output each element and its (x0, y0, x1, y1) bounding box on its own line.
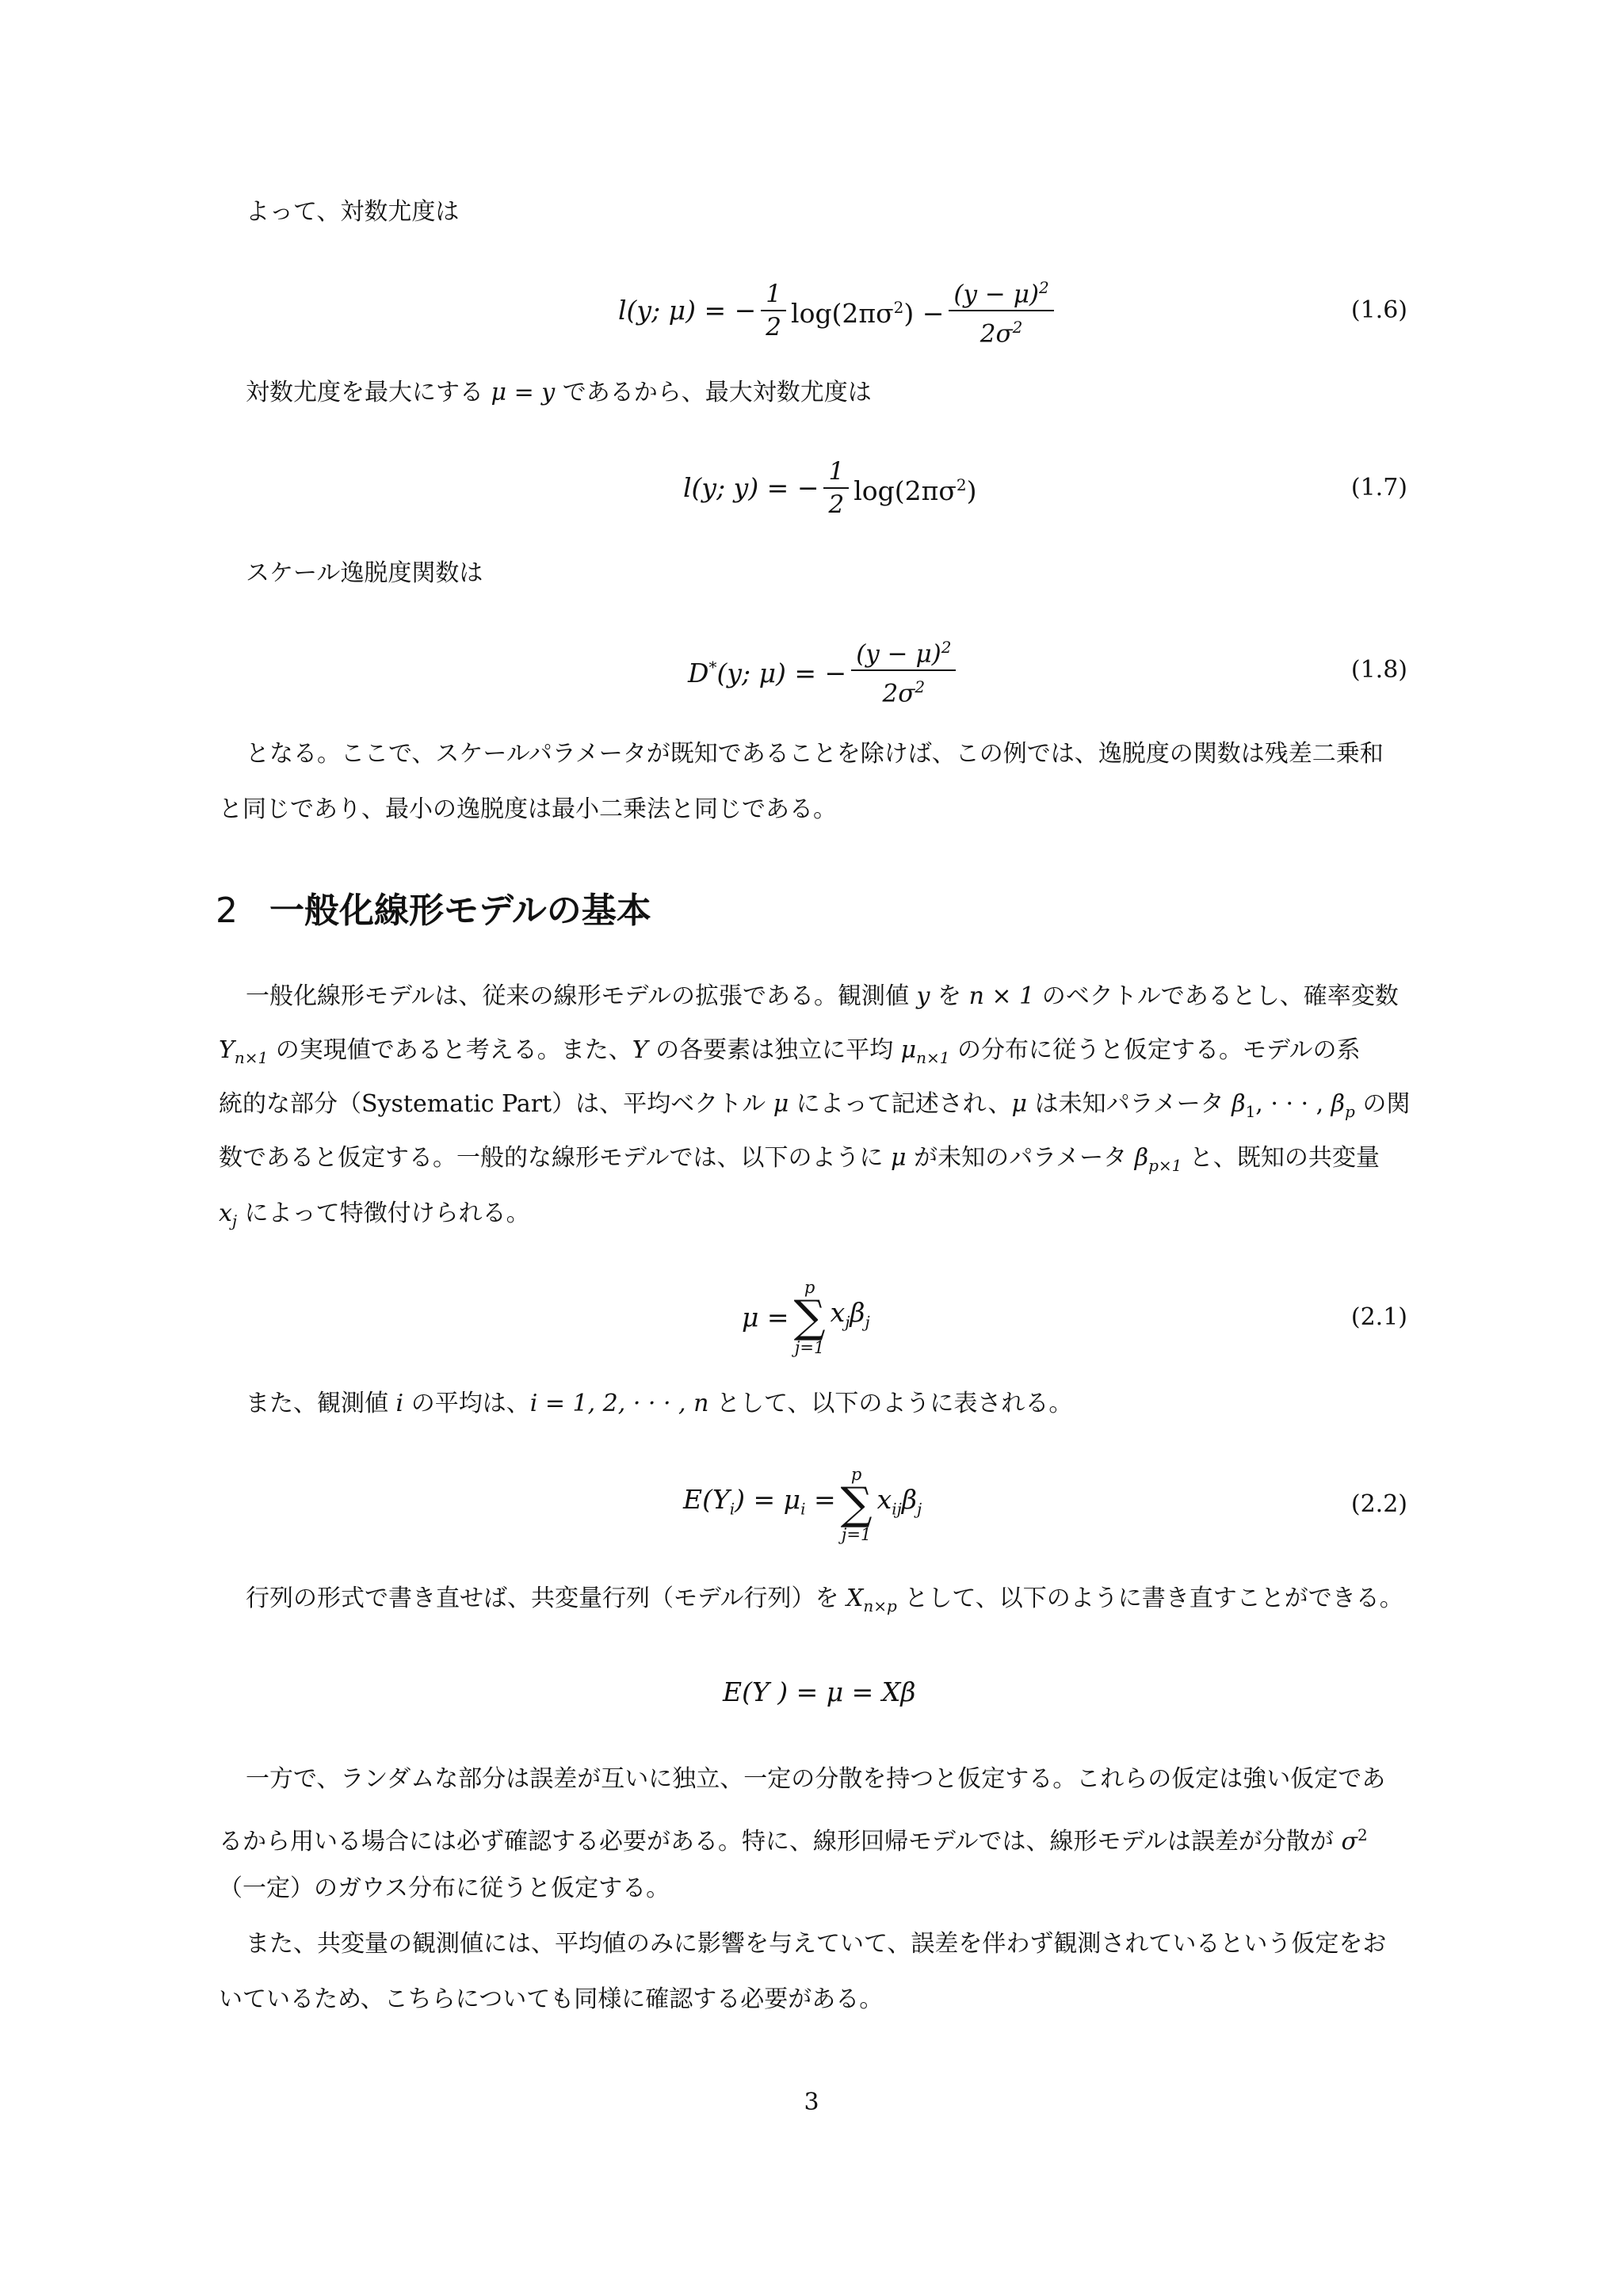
paragraph-loglik-intro: よって、対数尤度は (246, 198, 460, 226)
section-number: 2 (216, 891, 238, 931)
paragraph-deviance-line1: となる。ここで、スケールパラメータが既知であることを除けば、この例では、逸脱度の関数は残差二乗和 (246, 740, 1384, 768)
paragraph-covariate-line1: また、共変量の観測値には、平均値のみに影響を与えていて、誤差を伴わず観測されているという仮定をお (246, 1930, 1387, 1958)
paragraph-glm-line3: 統的な部分（Systematic Part）は、平均ベクトル μ によって記述され、μ は未知パラメータ $\beta_1$, · · · , $\beta_p$ の関 (219, 1090, 1411, 1121)
eq-1-6-log: $\log(2\pi\sigma^2)$ − (791, 298, 945, 329)
page-number: 3 (804, 2088, 819, 2116)
eq-2-2-lhs: $E(Y_i) = \mu_i$ = (683, 1484, 836, 1519)
eq-1-7-log: $\log(2\pi\sigma^2)$ (854, 475, 977, 506)
paragraph-glm-line1: 一般化線形モデルは、従来の線形モデルの拡張である。観測値 y を n × 1 のベクトルであるとし、確率変数 (246, 982, 1399, 1010)
equation-matrix: E(Y ) = μ = Xβ (723, 1676, 916, 1707)
eq-1-7-lhs: l(y; y) = − (683, 472, 819, 503)
paragraph-random-part-line2: るから用いる場合には必ず確認する必要がある。特に、線形回帰モデルでは、線形モデルは誤差が分散が $\sigma^2$ (219, 1825, 1368, 1855)
eq-2-1-lhs: μ = (742, 1302, 789, 1333)
paragraph-matrix-form: 行列の形式で書き直せば、共変量行列（モデル行列）を $X_{n\times p}$ として、以下のように書き直すことができる。 (246, 1585, 1403, 1615)
equation-number: (1.8) (1350, 656, 1407, 684)
eq-1-8-lhs: D*(y; μ) = − (688, 658, 847, 688)
section-title: 一般化線形モデルの基本 (269, 891, 651, 931)
equation-number: (2.1) (1350, 1303, 1407, 1331)
equation-1-8 (0, 631, 1623, 710)
paragraph-glm-line5: $x_j$ によって特徴付けられる。 (219, 1199, 530, 1230)
paragraph-scaled-deviance: スケール逸脱度関数は (246, 559, 483, 587)
section-heading (216, 889, 651, 933)
equation-2-1 (0, 1266, 1623, 1369)
paragraph-glm-line4: 数であると仮定する。一般的な線形モデルでは、以下のように μ が未知のパラメータ $\beta_{p\times 1}$ と、既知の共変量 (219, 1144, 1380, 1175)
summation-symbol: p ∑ j=1 (840, 1465, 873, 1544)
eq-1-6-frac-half: $\frac{1}{2}$ (761, 280, 786, 341)
paragraph-max-loglik: 対数尤度を最大にする μ = y であるから、最大対数尤度は (246, 379, 872, 406)
eq-1-7-frac-half: $\frac{1}{2}$ (823, 457, 849, 519)
equation-number: (2.2) (1350, 1490, 1407, 1518)
equation-2-2 (0, 1453, 1623, 1556)
eq-1-8-frac: $\frac{(y - \mu)^2}{2\sigma^2}$ (851, 633, 956, 708)
equation-1-7 (0, 448, 1623, 528)
paragraph-glm-line2: $Y_{n\times 1}$ の実現値であると考える。また、Y の各要素は独立に平均 $\mu_{n\times 1}$ の分布に従うと仮定する。モデルの系 (219, 1036, 1361, 1067)
paragraph-observation-mean: また、観測値 i の平均は、i = 1, 2, · · · , n として、以下のように表される。 (246, 1390, 1073, 1417)
paragraph-random-part-line3: （一定）のガウス分布に従うと仮定する。 (219, 1875, 670, 1902)
paragraph-covariate-line2: いているため、こちらについても同様に確認する必要がある。 (219, 1985, 884, 2013)
equation-number: (1.7) (1350, 474, 1407, 502)
eq-1-6-lhs: l(y; μ) = − (618, 295, 757, 326)
equation-1-6 (0, 271, 1623, 350)
equation-number: (1.6) (1350, 296, 1407, 324)
eq-1-6-frac-sq: $\frac{(y - \mu)^2}{2\sigma^2}$ (949, 273, 1053, 349)
summation-symbol: p ∑ j=1 (793, 1278, 826, 1357)
paragraph-random-part-line1: 一方で、ランダムな部分は誤差が互いに独立、一定の分散を持つと仮定する。これらの仮定は強い仮定であ (246, 1765, 1386, 1793)
paragraph-deviance-line2: と同じであり、最小の逸脱度は最小二乗法と同じである。 (219, 795, 837, 823)
eq-2-2-term: $x_{ij}\beta_j$ (876, 1484, 922, 1519)
eq-2-1-term: $x_j\beta_j$ (830, 1297, 870, 1332)
